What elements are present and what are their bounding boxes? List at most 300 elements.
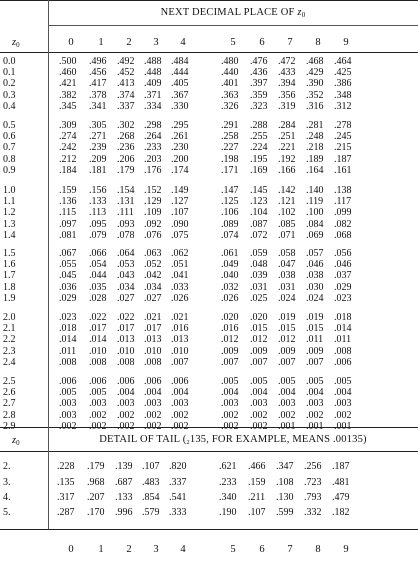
table-cell: .046 bbox=[306, 259, 324, 271]
table-cell: .106 bbox=[221, 207, 239, 219]
table-cell: .005 bbox=[334, 376, 352, 387]
table-cell: .159 bbox=[59, 185, 77, 196]
tail-cell-mantissa: .541 bbox=[169, 492, 187, 503]
table-cell: .429 bbox=[306, 67, 324, 79]
table-cell: .359 bbox=[250, 89, 268, 101]
table-cell: .052 bbox=[144, 259, 162, 271]
table-cell: .010 bbox=[117, 345, 135, 357]
table-cell: .004 bbox=[171, 387, 189, 399]
table-cell: .005 bbox=[59, 387, 77, 399]
table-cell: .154 bbox=[117, 185, 135, 196]
table-cell: .072 bbox=[250, 229, 268, 241]
table-cell: .003 bbox=[89, 398, 107, 410]
row-label: 0.5 bbox=[3, 120, 16, 131]
table-cell: .012 bbox=[250, 334, 268, 346]
table-cell: .147 bbox=[221, 185, 239, 196]
table-cell: .011 bbox=[59, 345, 77, 357]
tail-cell-mantissa: .466 bbox=[248, 461, 266, 472]
tail-cell bbox=[332, 477, 350, 488]
tail-cell-mantissa: .723 bbox=[304, 477, 322, 488]
column-footer-4: 4 bbox=[180, 544, 186, 555]
tail-cell bbox=[87, 507, 105, 518]
table-cell: .284 bbox=[278, 120, 296, 131]
table-cell: .008 bbox=[59, 356, 77, 368]
table-cell: .500 bbox=[59, 56, 77, 67]
table-cell: .015 bbox=[306, 323, 324, 335]
column-footer-6: 6 bbox=[259, 544, 265, 555]
tail-row-label: 4. bbox=[3, 492, 11, 503]
table-cell: .206 bbox=[117, 153, 135, 165]
table-cell: .016 bbox=[171, 323, 189, 335]
row-label: 1.4 bbox=[3, 229, 16, 241]
tail-cell bbox=[87, 492, 105, 503]
tail-cell bbox=[332, 461, 350, 472]
tail-cell bbox=[248, 492, 265, 503]
table-cell: .002 bbox=[250, 409, 268, 421]
table-cell: .082 bbox=[334, 218, 352, 230]
table-cell: .024 bbox=[306, 292, 324, 304]
table-cell: .008 bbox=[117, 356, 135, 368]
table-cell: .133 bbox=[89, 196, 107, 208]
table-cell: .066 bbox=[89, 248, 107, 259]
tail-cell bbox=[87, 477, 105, 488]
table-cell: .010 bbox=[171, 345, 189, 357]
table-cell: .036 bbox=[59, 281, 77, 293]
tail-cell bbox=[142, 492, 160, 503]
row-label: 0.3 bbox=[3, 89, 16, 101]
tail-cell bbox=[142, 507, 160, 518]
table-cell: .002 bbox=[306, 409, 324, 421]
tail-top-rule bbox=[0, 427, 418, 428]
table-cell: .239 bbox=[89, 142, 107, 154]
table-cell: .017 bbox=[144, 323, 162, 335]
table-cell: .034 bbox=[117, 281, 135, 293]
row-label: 2.7 bbox=[3, 398, 16, 410]
table-cell: .024 bbox=[278, 292, 296, 304]
table-cell: .295 bbox=[171, 120, 189, 131]
table-cell: .198 bbox=[221, 153, 239, 165]
column-header-2: 2 bbox=[126, 37, 132, 48]
tail-cell-mantissa: .483 bbox=[142, 477, 160, 488]
table-cell: .062 bbox=[171, 248, 189, 259]
table-cell: .174 bbox=[171, 164, 189, 176]
column-footer-8: 8 bbox=[315, 544, 321, 555]
table-cell: .298 bbox=[144, 120, 162, 131]
table-cell: .084 bbox=[306, 218, 324, 230]
row-label: 1.8 bbox=[3, 281, 16, 293]
table-cell: .171 bbox=[221, 164, 239, 176]
table-cell: .051 bbox=[171, 259, 189, 271]
table-cell: .100 bbox=[306, 207, 324, 219]
table-cell: .258 bbox=[221, 131, 239, 143]
tail-cell-mantissa: .139 bbox=[115, 461, 133, 472]
tail-cell bbox=[304, 492, 322, 503]
tail-cell-mantissa: .190 bbox=[219, 507, 237, 518]
tail-cell bbox=[169, 477, 187, 488]
table-cell: .401 bbox=[221, 78, 239, 90]
tail-cell bbox=[219, 507, 237, 518]
tail-cell-mantissa: .135 bbox=[57, 477, 75, 488]
column-footer-3: 3 bbox=[153, 544, 159, 555]
bottom-rule bbox=[0, 529, 418, 530]
table-cell: .152 bbox=[144, 185, 162, 196]
table-cell: .218 bbox=[306, 142, 324, 154]
table-cell: .164 bbox=[306, 164, 324, 176]
table-cell: .018 bbox=[59, 323, 77, 335]
table-cell: .093 bbox=[117, 218, 135, 230]
table-cell: .161 bbox=[334, 164, 352, 176]
row-label: 1.0 bbox=[3, 185, 16, 196]
table-cell: .330 bbox=[171, 100, 189, 112]
row-label: 2.5 bbox=[3, 376, 16, 387]
table-cell: .119 bbox=[306, 196, 324, 208]
tail-cell-mantissa: .793 bbox=[304, 492, 322, 503]
tail-row-label: 2. bbox=[3, 461, 11, 472]
column-header-7: 7 bbox=[287, 37, 293, 48]
tail-cell-mantissa: .996 bbox=[115, 507, 133, 518]
table-cell: .001 bbox=[278, 420, 296, 432]
table-cell: .004 bbox=[250, 387, 268, 399]
table-cell: .312 bbox=[334, 100, 352, 112]
table-cell: .140 bbox=[306, 185, 324, 196]
table-cell: .169 bbox=[250, 164, 268, 176]
table-cell: .115 bbox=[59, 207, 77, 219]
tail-cell-mantissa: .133 bbox=[115, 492, 133, 503]
table-cell: .015 bbox=[250, 323, 268, 335]
table-cell: .032 bbox=[221, 281, 239, 293]
table-cell: .104 bbox=[250, 207, 268, 219]
tail-cell bbox=[304, 477, 322, 488]
table-cell: .002 bbox=[89, 409, 107, 421]
table-cell: .149 bbox=[171, 185, 189, 196]
header-title-var: z bbox=[297, 7, 302, 18]
tail-cell-mantissa: .159 bbox=[248, 477, 266, 488]
table-cell: .004 bbox=[144, 387, 162, 399]
table-cell: .145 bbox=[250, 185, 268, 196]
table-cell: .274 bbox=[59, 131, 77, 143]
column-footer-1: 1 bbox=[98, 544, 104, 555]
tail-cell-mantissa: .317 bbox=[57, 492, 75, 503]
table-cell: .002 bbox=[144, 420, 162, 432]
table-cell: .038 bbox=[306, 270, 324, 282]
table-cell: .090 bbox=[171, 218, 189, 230]
table-cell: .476 bbox=[250, 56, 268, 67]
table-cell: .045 bbox=[59, 270, 77, 282]
table-cell: .087 bbox=[250, 218, 268, 230]
z0-header: $z_0$ bbox=[12, 37, 20, 49]
tail-cell-mantissa: .130 bbox=[276, 492, 294, 503]
table-cell: .035 bbox=[89, 281, 107, 293]
table-cell: .233 bbox=[144, 142, 162, 154]
table-cell: .255 bbox=[250, 131, 268, 143]
row-label: 1.2 bbox=[3, 207, 16, 219]
header-title-text: NEXT DECIMAL PLACE OF bbox=[160, 7, 298, 18]
table-cell: .309 bbox=[59, 120, 77, 131]
table-cell: .221 bbox=[278, 142, 296, 154]
tail-cell bbox=[87, 461, 105, 472]
table-cell: .245 bbox=[334, 131, 352, 143]
table-cell: .011 bbox=[334, 334, 352, 346]
table-cell: .421 bbox=[59, 78, 77, 90]
table-cell: .127 bbox=[171, 196, 189, 208]
table-cell: .017 bbox=[117, 323, 135, 335]
tail-cell-mantissa: .479 bbox=[332, 492, 350, 503]
tail-row-label: 5. bbox=[3, 507, 11, 518]
table-cell: .021 bbox=[144, 312, 162, 323]
main-vertical-rule bbox=[48, 0, 49, 427]
column-footer-5: 5 bbox=[230, 544, 236, 555]
row-label: 2.0 bbox=[3, 312, 16, 323]
table-cell: .076 bbox=[144, 229, 162, 241]
table-cell: .230 bbox=[171, 142, 189, 154]
tail-cell bbox=[57, 507, 75, 518]
table-cell: .181 bbox=[89, 164, 107, 176]
table-cell: .138 bbox=[334, 185, 352, 196]
table-cell: .009 bbox=[306, 345, 324, 357]
table-cell: .224 bbox=[250, 142, 268, 154]
tail-cell bbox=[248, 477, 266, 488]
tail-title: DETAIL OF TAIL (2135, FOR EXAMPLE, MEANS .00135) bbox=[99, 434, 367, 446]
table-cell: .121 bbox=[278, 196, 296, 208]
row-label: 0.8 bbox=[3, 153, 16, 165]
table-cell: .046 bbox=[334, 259, 352, 271]
table-cell: .302 bbox=[117, 120, 135, 131]
table-cell: .004 bbox=[221, 387, 239, 399]
tail-cell bbox=[169, 461, 187, 472]
table-cell: .123 bbox=[250, 196, 268, 208]
table-cell: .261 bbox=[171, 131, 189, 143]
table-cell: .057 bbox=[306, 248, 324, 259]
table-cell: .034 bbox=[144, 281, 162, 293]
tail-cell-mantissa: .256 bbox=[304, 461, 322, 472]
table-cell: .125 bbox=[221, 196, 239, 208]
table-cell: .053 bbox=[117, 259, 135, 271]
table-cell: .371 bbox=[144, 89, 162, 101]
table-cell: .334 bbox=[144, 100, 162, 112]
table-cell: .192 bbox=[278, 153, 296, 165]
table-cell: .014 bbox=[59, 334, 77, 346]
table-cell: .002 bbox=[144, 409, 162, 421]
column-footer-9: 9 bbox=[343, 544, 349, 555]
table-cell: .020 bbox=[250, 312, 268, 323]
table-cell: .038 bbox=[278, 270, 296, 282]
table-cell: .092 bbox=[144, 218, 162, 230]
table-cell: .003 bbox=[59, 398, 77, 410]
tail-cell-mantissa: .347 bbox=[276, 461, 294, 472]
table-cell: .003 bbox=[144, 398, 162, 410]
table-cell: .002 bbox=[171, 420, 189, 432]
tail-cell bbox=[169, 492, 187, 503]
table-cell: .323 bbox=[250, 100, 268, 112]
table-cell: .037 bbox=[334, 270, 352, 282]
table-cell: .271 bbox=[89, 131, 107, 143]
table-cell: .006 bbox=[334, 356, 352, 368]
column-footer-2: 2 bbox=[126, 544, 132, 555]
tail-cell bbox=[115, 477, 133, 488]
table-cell: .004 bbox=[278, 387, 296, 399]
table-cell: .011 bbox=[306, 334, 324, 346]
row-label: 0.2 bbox=[3, 78, 16, 90]
table-cell: .004 bbox=[334, 387, 352, 399]
table-cell: .003 bbox=[334, 398, 352, 410]
table-cell: .409 bbox=[144, 78, 162, 90]
table-cell: .020 bbox=[221, 312, 239, 323]
table-cell: .008 bbox=[89, 356, 107, 368]
table-cell: .029 bbox=[334, 281, 352, 293]
tail-cell bbox=[248, 507, 266, 518]
table-cell: .003 bbox=[221, 398, 239, 410]
table-cell: .056 bbox=[334, 248, 352, 259]
table-cell: .382 bbox=[59, 89, 77, 101]
table-cell: .043 bbox=[117, 270, 135, 282]
table-cell: .209 bbox=[89, 153, 107, 165]
table-cell: .054 bbox=[89, 259, 107, 271]
tail-cell bbox=[142, 477, 160, 488]
column-header-5: 5 bbox=[230, 37, 236, 48]
row-label: 1.1 bbox=[3, 196, 16, 208]
table-cell: .005 bbox=[306, 376, 324, 387]
table-cell: .179 bbox=[117, 164, 135, 176]
tail-cell-mantissa: .233 bbox=[219, 477, 237, 488]
table-cell: .031 bbox=[278, 281, 296, 293]
table-cell: .009 bbox=[221, 345, 239, 357]
table-cell: .326 bbox=[221, 100, 239, 112]
table-cell: .005 bbox=[250, 376, 268, 387]
tail-vertical-rule bbox=[48, 427, 49, 529]
table-cell: .003 bbox=[250, 398, 268, 410]
table-cell: .007 bbox=[278, 356, 296, 368]
table-cell: .102 bbox=[278, 207, 296, 219]
table-cell: .433 bbox=[278, 67, 296, 79]
tail-cell bbox=[142, 461, 160, 472]
table-cell: .002 bbox=[278, 409, 296, 421]
row-label: 2.9 bbox=[3, 420, 16, 432]
table-cell: .007 bbox=[250, 356, 268, 368]
row-label: 0.6 bbox=[3, 131, 16, 143]
tail-cell-mantissa: .179 bbox=[87, 461, 105, 472]
table-cell: .003 bbox=[278, 398, 296, 410]
table-cell: .242 bbox=[59, 142, 77, 154]
column-header-1: 1 bbox=[98, 37, 104, 48]
table-cell: .009 bbox=[278, 345, 296, 357]
tail-cell bbox=[57, 492, 75, 503]
tail-cell-mantissa: .228 bbox=[57, 461, 75, 472]
table-cell: .251 bbox=[278, 131, 296, 143]
tail-cell bbox=[276, 507, 294, 518]
table-cell: .081 bbox=[59, 229, 77, 241]
table-cell: .005 bbox=[278, 376, 296, 387]
tail-cell-mantissa: .599 bbox=[276, 507, 294, 518]
tail-cell-mantissa: .687 bbox=[115, 477, 133, 488]
tail-cell-mantissa: .207 bbox=[87, 492, 105, 503]
table-cell: .071 bbox=[278, 229, 296, 241]
tail-cell bbox=[115, 507, 133, 518]
tail-row-label: 3. bbox=[3, 477, 11, 488]
table-cell: .413 bbox=[117, 78, 135, 90]
tail-cell bbox=[219, 492, 237, 503]
table-cell: .019 bbox=[306, 312, 324, 323]
tail-cell-mantissa: .107 bbox=[248, 507, 266, 518]
table-cell: .131 bbox=[117, 196, 135, 208]
tail-cell-mantissa: .820 bbox=[169, 461, 187, 472]
table-cell: .005 bbox=[89, 387, 107, 399]
tail-cell-mantissa: .621 bbox=[219, 461, 237, 472]
table-cell: .015 bbox=[278, 323, 296, 335]
row-label: 2.4 bbox=[3, 356, 16, 368]
table-cell: .341 bbox=[89, 100, 107, 112]
tail-cell bbox=[219, 461, 237, 472]
table-cell: .023 bbox=[59, 312, 77, 323]
table-cell: .117 bbox=[334, 196, 352, 208]
table-cell: .055 bbox=[59, 259, 77, 271]
table-cell: .063 bbox=[144, 248, 162, 259]
table-cell: .176 bbox=[144, 164, 162, 176]
table-cell: .003 bbox=[306, 398, 324, 410]
table-cell: .010 bbox=[89, 345, 107, 357]
column-header-8: 8 bbox=[315, 37, 321, 48]
table-cell: .010 bbox=[144, 345, 162, 357]
table-cell: .356 bbox=[278, 89, 296, 101]
tail-cell-mantissa: .211 bbox=[248, 492, 266, 503]
table-cell: .013 bbox=[171, 334, 189, 346]
row-label: 0.7 bbox=[3, 142, 16, 154]
table-cell: .095 bbox=[89, 218, 107, 230]
table-cell: .003 bbox=[171, 398, 189, 410]
table-cell: .472 bbox=[278, 56, 296, 67]
table-cell: .007 bbox=[221, 356, 239, 368]
table-cell: .004 bbox=[306, 387, 324, 399]
table-cell: .425 bbox=[334, 67, 352, 79]
tail-cell bbox=[57, 461, 75, 472]
table-cell: .166 bbox=[278, 164, 296, 176]
table-cell: .440 bbox=[221, 67, 239, 79]
table-cell: .018 bbox=[334, 312, 352, 323]
table-cell: .278 bbox=[334, 120, 352, 131]
table-cell: .236 bbox=[117, 142, 135, 154]
tail-cell-mantissa: .108 bbox=[276, 477, 294, 488]
table-cell: .337 bbox=[117, 100, 135, 112]
column-header-0: 0 bbox=[68, 37, 74, 48]
table-cell: .374 bbox=[117, 89, 135, 101]
table-cell: .014 bbox=[334, 323, 352, 335]
table-cell: .059 bbox=[250, 248, 268, 259]
table-cell: .001 bbox=[334, 420, 352, 432]
table-cell: .021 bbox=[171, 312, 189, 323]
table-cell: .041 bbox=[171, 270, 189, 282]
table-cell: .142 bbox=[278, 185, 296, 196]
row-label: 2.8 bbox=[3, 409, 16, 421]
tail-cell bbox=[332, 492, 350, 503]
table-cell: .002 bbox=[59, 420, 77, 432]
table-cell: .023 bbox=[334, 292, 352, 304]
table-cell: .042 bbox=[144, 270, 162, 282]
table-cell: .352 bbox=[306, 89, 324, 101]
table-cell: .099 bbox=[334, 207, 352, 219]
table-cell: .448 bbox=[144, 67, 162, 79]
table-cell: .345 bbox=[59, 100, 77, 112]
table-cell: .484 bbox=[171, 56, 189, 67]
table-cell: .492 bbox=[117, 56, 135, 67]
table-cell: .007 bbox=[171, 356, 189, 368]
table-cell: .033 bbox=[171, 281, 189, 293]
table-cell: .200 bbox=[171, 153, 189, 165]
table-cell: .319 bbox=[278, 100, 296, 112]
table-cell: .107 bbox=[171, 207, 189, 219]
table-cell: .061 bbox=[221, 248, 239, 259]
table-cell: .281 bbox=[306, 120, 324, 131]
table-cell: .013 bbox=[144, 334, 162, 346]
table-cell: .468 bbox=[306, 56, 324, 67]
